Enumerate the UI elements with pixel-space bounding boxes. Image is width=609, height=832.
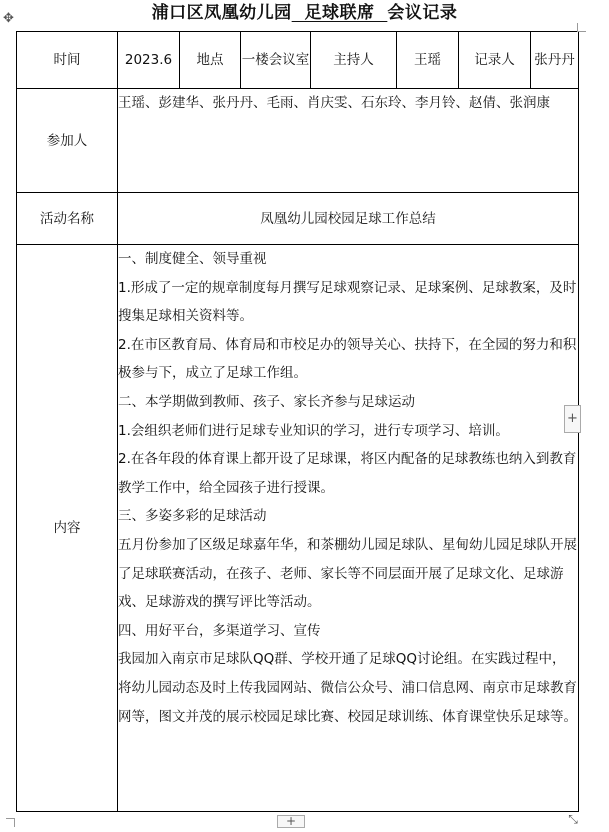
content-paragraph: 一、制度健全、领导重视 — [118, 251, 267, 267]
content-paragraph: 2.在各年段的体育课上都开设了足球课，将区内配备的足球教练也纳入到教育教学工作中，给全园孩子进行授课。 — [118, 451, 577, 496]
place-label: 地点 — [180, 32, 241, 89]
content-body — [118, 245, 579, 812]
activity-value: 凤凰幼儿园校园足球工作总结 — [118, 193, 579, 245]
host-value: 王瑶 — [397, 32, 459, 89]
add-column-button[interactable] — [564, 405, 581, 433]
add-row-button[interactable] — [277, 815, 305, 828]
document-title — [0, 2, 609, 24]
title-suffix: 会议记录 — [387, 3, 458, 23]
content-paragraph: 1.会组织老师们进行足球专业知识的学习，进行专项学习、培训。 — [118, 422, 509, 439]
attendees-row — [17, 89, 579, 193]
time-value: 2023.6 — [118, 32, 180, 89]
attendees-value: 王瑶、彭建华、张丹丹、毛雨、肖庆雯、石东玲、李月铃、赵倩、张润康 — [118, 89, 579, 193]
content-paragraph: 2.在市区教育局、体育局和市校足办的领导关心、扶持下，在全园的努力和积极参与下，成立了足球工作组。 — [118, 336, 577, 382]
plus-icon: + — [567, 411, 578, 426]
content-paragraph: 1.形成了一定的规章制度每月撰写足球观察记录、足球案例、足球教案，及时搜集足球相关资料等。 — [118, 279, 577, 325]
header-row — [17, 32, 579, 89]
host-label: 主持人 — [311, 32, 397, 89]
content-row — [17, 245, 579, 812]
activity-row — [17, 193, 579, 245]
activity-label: 活动名称 — [17, 193, 118, 245]
meeting-record-table — [16, 31, 579, 812]
page-corner-mark — [6, 818, 15, 827]
time-label: 时间 — [17, 32, 118, 89]
content-paragraph: 三、多姿多彩的足球活动 — [118, 508, 267, 525]
content-paragraph: 二、本学期做到教师、孩子、家长齐参与足球运动 — [118, 393, 415, 410]
title-prefix: 浦口区凤凰幼儿园 — [151, 3, 292, 23]
page-corner-mark — [577, 23, 586, 32]
place-value: 一楼会议室 — [241, 32, 311, 89]
content-paragraph: 五月份参加了区级足球嘉年华，和茶棚幼儿园足球队、星甸幼儿园足球队开展了足球联赛活动，在孩子、老师、家长等不同层面开展了足球文化、足球游戏、足球游戏的撰写评比等活动。 — [118, 536, 577, 611]
attendees-label: 参加人 — [17, 89, 118, 193]
content-paragraph: 四、用好平台，多渠道学习、宣传 — [118, 622, 321, 639]
move-icon[interactable]: ✥ — [3, 11, 14, 26]
content-paragraph: 我园加入南京市足球队QQ群、学校开通了足球QQ讨论组。在实践过程中，将幼儿园动态及时上传我园网站、微信公众号、浦口信息网、南京市足球教育网等，图文并茂的展示校园足球比赛、校园足球训练、体育课堂快乐足球等。 — [118, 651, 577, 725]
title-topic: 足球联席 — [304, 3, 375, 23]
recorder-value: 张丹丹 — [531, 32, 579, 89]
plus-icon: + — [285, 814, 297, 828]
content-label: 内容 — [17, 245, 118, 812]
resize-icon[interactable]: ⤡ — [568, 812, 578, 826]
recorder-label: 记录人 — [459, 32, 531, 89]
